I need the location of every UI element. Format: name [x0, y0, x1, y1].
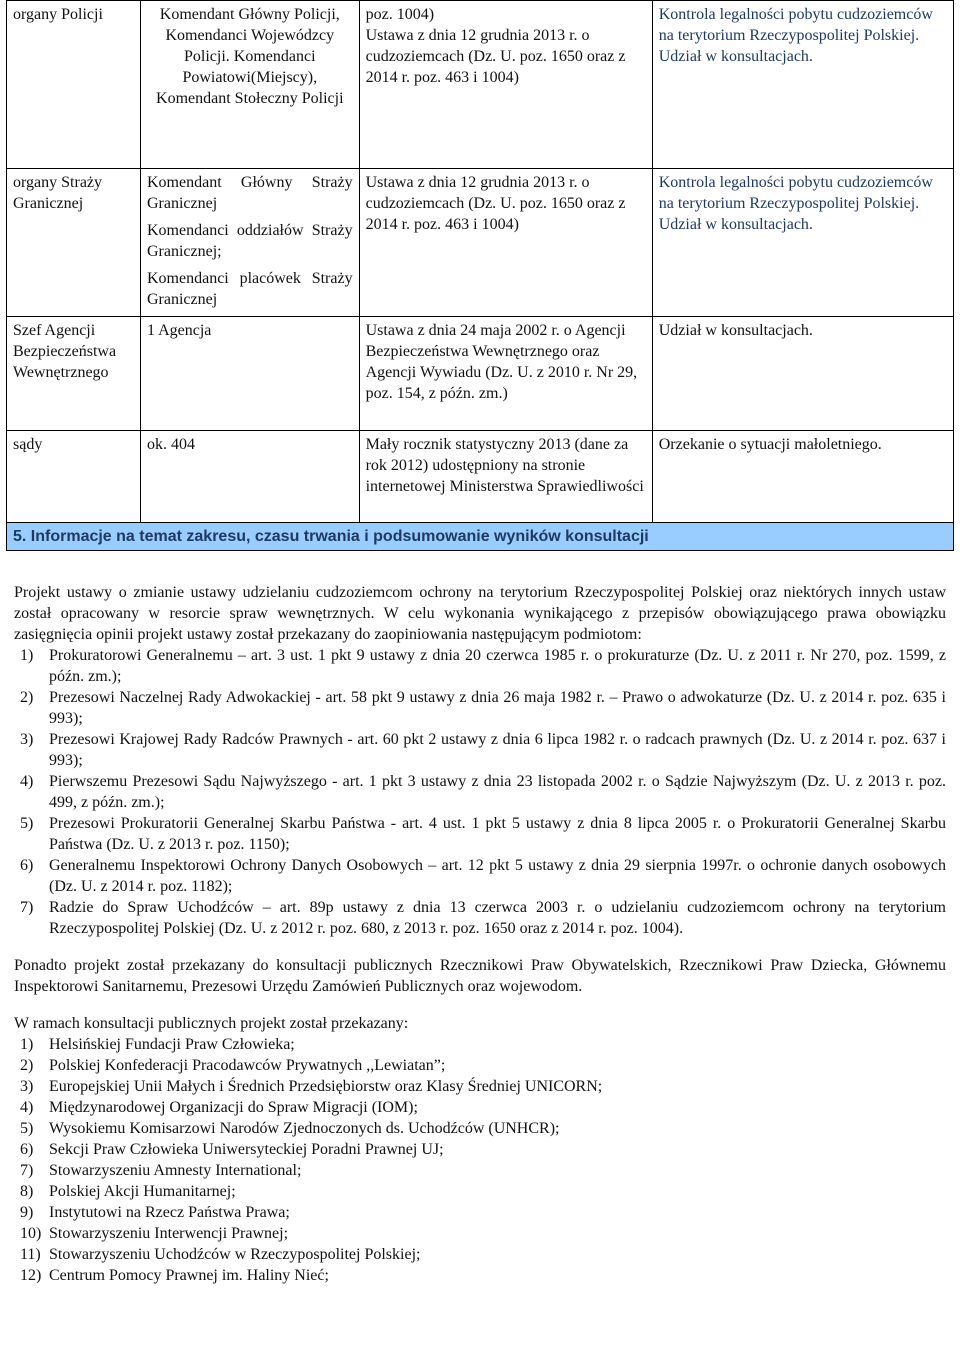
- list-number: 3): [20, 731, 34, 748]
- list-number: 5): [20, 1120, 34, 1137]
- source-text: Mały rocznik statystyczny 2013 (dane za rok 2012) udostępniony na stronie internetowej Ministerstwa Sprawiedliwości: [365, 436, 644, 495]
- list-number: 4): [20, 773, 34, 790]
- who-text: Komendant Główny Policji, Komendanci Wojewódzcy Policji. Komendanci Powiatowi(Miejscy), Komendant Stołeczny Policji: [156, 6, 344, 107]
- section-header-row: [7, 523, 954, 551]
- list-item: [14, 1034, 946, 1055]
- who-cell: [140, 1, 359, 169]
- impact-cell: [652, 1, 953, 169]
- who-text: Komendanci oddziałów Straży Granicznej;: [146, 222, 353, 260]
- source-text: Ustawa z dnia 12 grudnia 2013 r. o cudzoziemcach (Dz. U. poz. 1650 oraz z 2014 r. poz. 463 i 1004): [365, 174, 626, 233]
- list-number: 6): [20, 857, 34, 874]
- list-text: Stowarzyszeniu Uchodźców w Rzeczypospolitej Polskiej;: [49, 1246, 421, 1263]
- public-consultation-paragraph: Ponadto projekt został przekazany do konsultacji publicznych Rzecznikowi Praw Obywatelskich, Rzecznikowi Praw Dziecka, Głównemu Inspektorowi Sanitarnemu, Prezesowi Urzędu Zamówień Publicznych oraz wojewodom.: [14, 957, 946, 995]
- source-cell: [359, 317, 652, 431]
- list-item: [14, 1139, 946, 1160]
- list-item: [14, 1244, 946, 1265]
- list-item: [14, 1223, 946, 1244]
- list-number: 1): [20, 647, 34, 664]
- list-text: Centrum Pomocy Prawnej im. Haliny Nieć;: [49, 1267, 329, 1284]
- who-text: Komendant Główny Straży Granicznej: [146, 174, 353, 212]
- list-number: 10): [20, 1225, 42, 1242]
- table-row: [7, 431, 954, 523]
- list-intro-paragraph: W ramach konsultacji publicznych projekt został przekazany:: [14, 1015, 409, 1032]
- entity-cell: [7, 169, 141, 317]
- list-item: [14, 687, 946, 729]
- list-number: 9): [20, 1204, 34, 1221]
- consultation-body: [14, 582, 946, 1286]
- list-number: 3): [20, 1078, 34, 1095]
- list-number: 8): [20, 1183, 34, 1200]
- entity-cell: [7, 1, 141, 169]
- impact-text: Kontrola legalności pobytu cudzoziemców na terytorium Rzeczypospolitej Polskiej. Udział w konsultacjach.: [658, 6, 933, 65]
- list-text: Europejskiej Unii Małych i Średnich Przedsiębiorstw oraz Klasy Średniej UNICORN;: [49, 1078, 603, 1095]
- organizations-list: [14, 1034, 946, 1286]
- impact-text: Kontrola legalności pobytu cudzoziemców na terytorium Rzeczypospolitej Polskiej. Udział w konsultacjach.: [658, 174, 933, 233]
- who-text: Komendanci placówek Straży Granicznej: [146, 270, 353, 308]
- list-text: Stowarzyszeniu Amnesty International;: [49, 1162, 302, 1179]
- list-item: [14, 1076, 946, 1097]
- entity-cell: [7, 317, 141, 431]
- who-text: 1 Agencja: [146, 322, 212, 339]
- list-text: Radzie do Spraw Uchodźców – art. 89p ustawy z dnia 13 czerwca 2003 r. o udzielaniu cudzoziemcom ochrony na terytorium Rzeczypospolitej Polskiej (Dz. U. z 2012 r. poz. 680, z 2013 r. poz. 1650 oraz z 2014 r. poz. 1004).: [49, 899, 946, 937]
- entity-name: Szef Agencji Bezpieczeństwa Wewnętrznego: [13, 322, 117, 381]
- list-item: [14, 1181, 946, 1202]
- impact-cell: [652, 317, 953, 431]
- list-text: Prokuratorowi Generalnemu – art. 3 ust. 1 pkt 9 ustawy z dnia 20 czerwca 1985 r. o prokuraturze (Dz. U. z 2011 r. Nr 270, poz. 1599, z późn. zm.);: [49, 647, 946, 685]
- list-number: 11): [20, 1246, 41, 1263]
- list-item: [14, 1160, 946, 1181]
- list-item: [14, 645, 946, 687]
- table-row: [7, 317, 954, 431]
- list-item: [14, 897, 946, 939]
- list-text: Prezesowi Krajowej Rady Radców Prawnych - art. 60 pkt 2 ustawy z dnia 6 lipca 1982 r. o radcach prawnych (Dz. U. z 2014 r. poz. 637 i 993);: [49, 731, 946, 769]
- intro-paragraph: Projekt ustawy o zmianie ustawy udzielaniu cudzoziemcom ochrony na terytorium Rzeczypospolitej Polskiej oraz niektórych innych ustaw został opracowany w resorcie spraw wewnętrznych. W celu wykonania wynikającego z przepisów obowiązującego prawa obowiązku zasięgnięcia opinii projekt ustawy został przekazany do zaopiniowania następującym podmiotom:: [14, 584, 946, 643]
- who-text: ok. 404: [146, 436, 195, 453]
- list-number: 6): [20, 1141, 34, 1158]
- list-item: [14, 1265, 946, 1286]
- list-item: [14, 1055, 946, 1076]
- list-item: [14, 1202, 946, 1223]
- list-text: Międzynarodowej Organizacji do Spraw Migracji (IOM);: [49, 1099, 418, 1116]
- entity-name: organy Policji: [13, 6, 103, 23]
- entity-cell: [7, 431, 141, 523]
- impact-table: [6, 0, 954, 551]
- impact-text: Udział w konsultacjach.: [658, 322, 813, 339]
- impact-cell: [652, 169, 953, 317]
- list-number: 2): [20, 689, 34, 706]
- source-cell: [359, 1, 652, 169]
- source-text: poz. 1004) Ustawa z dnia 12 grudnia 2013 r. o cudzoziemcach (Dz. U. poz. 1650 oraz z 2014 r. poz. 463 i 1004): [365, 6, 626, 86]
- list-text: Polskiej Konfederacji Pracodawców Prywatnych ,,Lewiatan”;: [49, 1057, 446, 1074]
- list-text: Generalnemu Inspektorowi Ochrony Danych Osobowych – art. 12 pkt 5 ustawy z dnia 29 sierpnia 1997r. o ochronie danych osobowych (Dz. U. z 2014 r. poz. 1182);: [49, 857, 946, 895]
- list-number: 4): [20, 1099, 34, 1116]
- table-row: [7, 169, 954, 317]
- list-item: [14, 771, 946, 813]
- list-text: Wysokiemu Komisarzowi Narodów Zjednoczonych ds. Uchodźców (UNHCR);: [49, 1120, 560, 1137]
- who-cell: [140, 169, 359, 317]
- list-text: Prezesowi Naczelnej Rady Adwokackiej - art. 58 pkt 9 ustawy z dnia 26 maja 1982 r. – Prawo o adwokaturze (Dz. U. z 2014 r. poz. 635 i 993);: [49, 689, 946, 727]
- impact-cell: [652, 431, 953, 523]
- list-item: [14, 729, 946, 771]
- source-cell: [359, 431, 652, 523]
- who-cell: [140, 431, 359, 523]
- list-number: 7): [20, 1162, 34, 1179]
- list-number: 12): [20, 1267, 42, 1284]
- impact-text: Orzekanie o sytuacji małoletniego.: [658, 436, 882, 453]
- list-text: Instytutowi na Rzecz Państwa Prawa;: [49, 1204, 290, 1221]
- section-header: 5. Informacje na temat zakresu, czasu trwania i podsumowanie wyników konsultacji: [7, 523, 954, 551]
- list-text: Stowarzyszeniu Interwencji Prawnej;: [49, 1225, 289, 1242]
- list-text: Sekcji Praw Człowieka Uniwersyteckiej Poradni Prawnej UJ;: [49, 1141, 444, 1158]
- table-row: [7, 1, 954, 169]
- source-cell: [359, 169, 652, 317]
- list-number: 5): [20, 815, 34, 832]
- who-cell: [140, 317, 359, 431]
- list-number: 7): [20, 899, 34, 916]
- list-number: 2): [20, 1057, 34, 1074]
- entity-name: sądy: [13, 436, 43, 453]
- list-item: [14, 813, 946, 855]
- opinion-list: [14, 645, 946, 939]
- list-number: 1): [20, 1036, 34, 1053]
- list-item: [14, 1118, 946, 1139]
- entity-name: organy Straży Granicznej: [13, 174, 103, 212]
- list-text: Polskiej Akcji Humanitarnej;: [49, 1183, 236, 1200]
- list-item: [14, 855, 946, 897]
- list-text: Pierwszemu Prezesowi Sądu Najwyższego - art. 1 pkt 3 ustawy z dnia 23 listopada 2002 r. o Sądzie Najwyższym (Dz. U. z 2013 r. poz. 499, z późn. zm.);: [49, 773, 946, 811]
- list-item: [14, 1097, 946, 1118]
- list-text: Helsińskiej Fundacji Praw Człowieka;: [49, 1036, 295, 1053]
- source-text: Ustawa z dnia 24 maja 2002 r. o Agencji Bezpieczeństwa Wewnętrznego oraz Agencji Wywiadu (Dz. U. z 2010 r. Nr 29, poz. 154, z późn. zm.): [365, 322, 638, 402]
- list-text: Prezesowi Prokuratorii Generalnej Skarbu Państwa - art. 4 ust. 1 pkt 5 ustawy z dnia 8 lipca 2005 r. o Prokuratorii Generalnej Skarbu Państwa (Dz. U. z 2013 r. poz. 1150);: [49, 815, 946, 853]
